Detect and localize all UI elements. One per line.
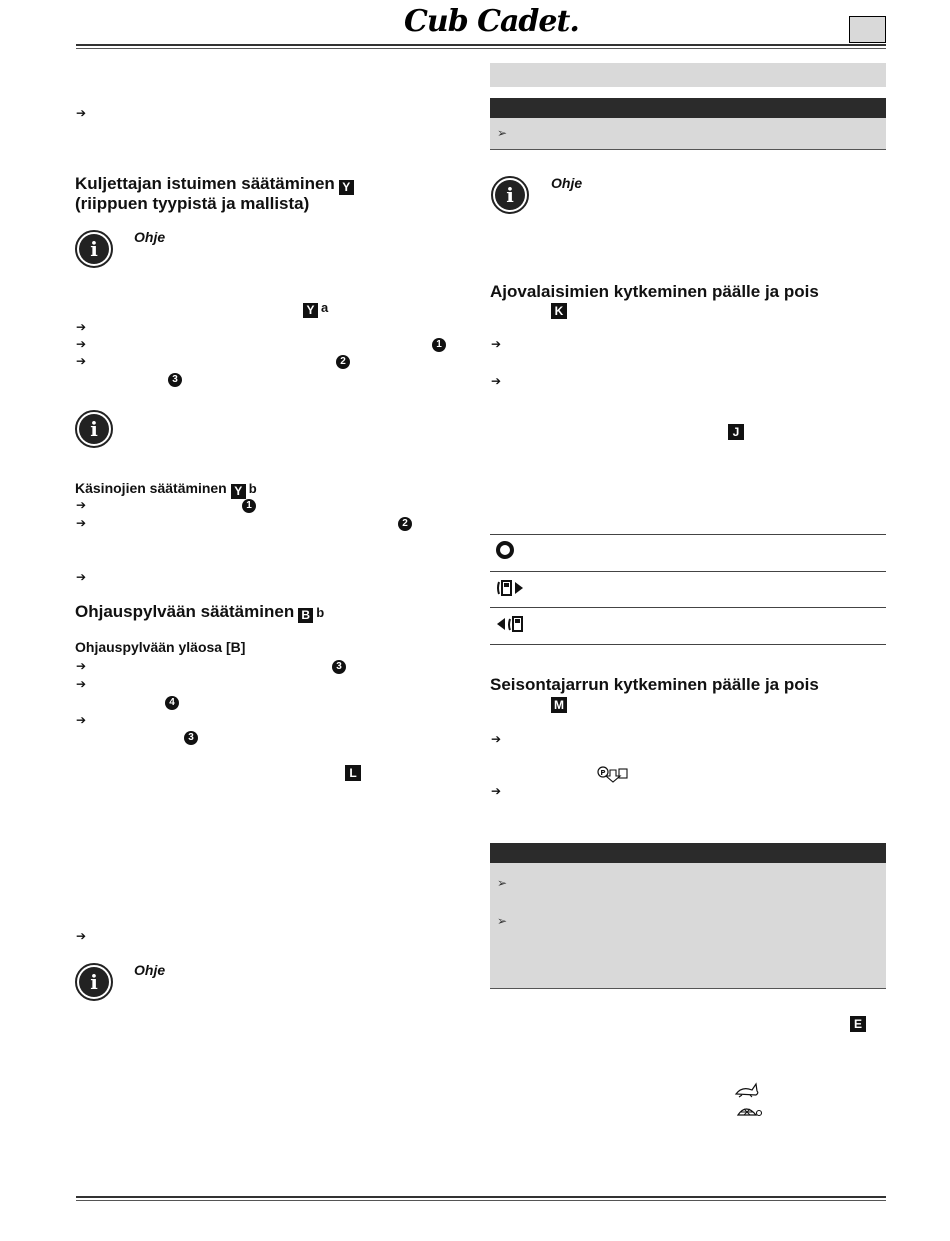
turtle-icon	[734, 1103, 764, 1119]
brand-logo: Cub Cadet.	[404, 4, 579, 39]
brake-section-title: Seisontajarrun kytkeminen päälle ja pois	[490, 675, 819, 694]
bullet-arrow: ➔	[76, 354, 87, 368]
bullet-arrow: ➔	[491, 784, 502, 798]
info-icon: i	[75, 230, 113, 268]
marker-2: 2	[398, 517, 412, 531]
steering-subtitle: Ohjauspylvään yläosa [B]	[75, 639, 246, 655]
footer-rule-thin	[76, 1200, 886, 1201]
bullet-arrow: ➔	[491, 374, 502, 388]
marker-3: 3	[168, 373, 182, 387]
bullet-arrow: ➔	[76, 106, 87, 120]
grey-header-band	[490, 63, 886, 87]
figure-badge: E	[850, 1016, 866, 1032]
fuel-left-icon	[496, 614, 526, 634]
language-box	[849, 16, 886, 43]
info-icon: i	[75, 963, 113, 1001]
note-label: Ohje	[134, 229, 166, 245]
bullet-arrow: ➔	[76, 659, 87, 673]
seat-section-title: Kuljettajan istuimen säätäminen Y	[75, 174, 354, 195]
figure-badge: L	[345, 765, 361, 781]
bullet-arrow: ➔	[76, 713, 87, 727]
fuel-right-icon	[496, 578, 526, 598]
warning-header-bar	[490, 98, 886, 118]
info-icon: i	[75, 410, 113, 448]
info-icon: i	[491, 176, 529, 214]
svg-text:P: P	[600, 769, 606, 777]
header-rule	[76, 44, 886, 46]
warning-body	[490, 863, 886, 989]
figure-badge: M	[551, 697, 567, 713]
marker-4: 4	[165, 696, 179, 710]
figure-badge: J	[728, 424, 744, 440]
seat-section-subtitle: (riippuen tyypistä ja mallista)	[75, 194, 310, 213]
bullet-arrow: ➔	[76, 337, 87, 351]
table-rule	[490, 644, 886, 645]
bullet-arrow: ➔	[76, 929, 87, 943]
note-label: Ohje	[134, 962, 166, 978]
header-rule-thin	[76, 48, 886, 49]
note-label: Ohje	[551, 175, 583, 191]
marker-1: 1	[432, 338, 446, 352]
table-rule	[490, 534, 886, 535]
marker-3: 3	[332, 660, 346, 674]
marker-2: 2	[336, 355, 350, 369]
table-rule	[490, 607, 886, 608]
marker-3: 3	[184, 731, 198, 745]
bullet-arrow: ➔	[491, 337, 502, 351]
bullet-arrow: ➔	[76, 516, 87, 530]
warning-header-bar	[490, 843, 886, 863]
bullet-arrow: ➔	[491, 732, 502, 746]
marker-1: 1	[242, 499, 256, 513]
bullet-arrow: ➔	[76, 320, 87, 334]
figure-badge: K	[551, 303, 567, 319]
warning-body	[490, 118, 886, 150]
bullet-arrow: ➔	[76, 677, 87, 691]
triangle-bullet: ➢	[497, 876, 508, 890]
triangle-bullet: ➢	[497, 914, 508, 928]
seat-figure-reference: Y a	[303, 300, 328, 318]
figure-badge: Y	[339, 180, 354, 195]
bullet-arrow: ➔	[76, 570, 87, 584]
off-circle-icon	[496, 541, 514, 559]
table-rule	[490, 571, 886, 572]
rabbit-icon	[732, 1080, 762, 1098]
lights-section-title: Ajovalaisimien kytkeminen päälle ja pois	[490, 282, 819, 301]
footer-rule	[76, 1196, 886, 1198]
parking-brake-icon	[596, 765, 632, 783]
bullet-arrow: ➔	[76, 498, 87, 512]
armrest-section-title: Käsinojien säätäminen Y b	[75, 480, 257, 498]
steering-section-title: Ohjauspylvään säätäminen B b	[75, 602, 325, 622]
triangle-bullet: ➢	[497, 126, 508, 140]
